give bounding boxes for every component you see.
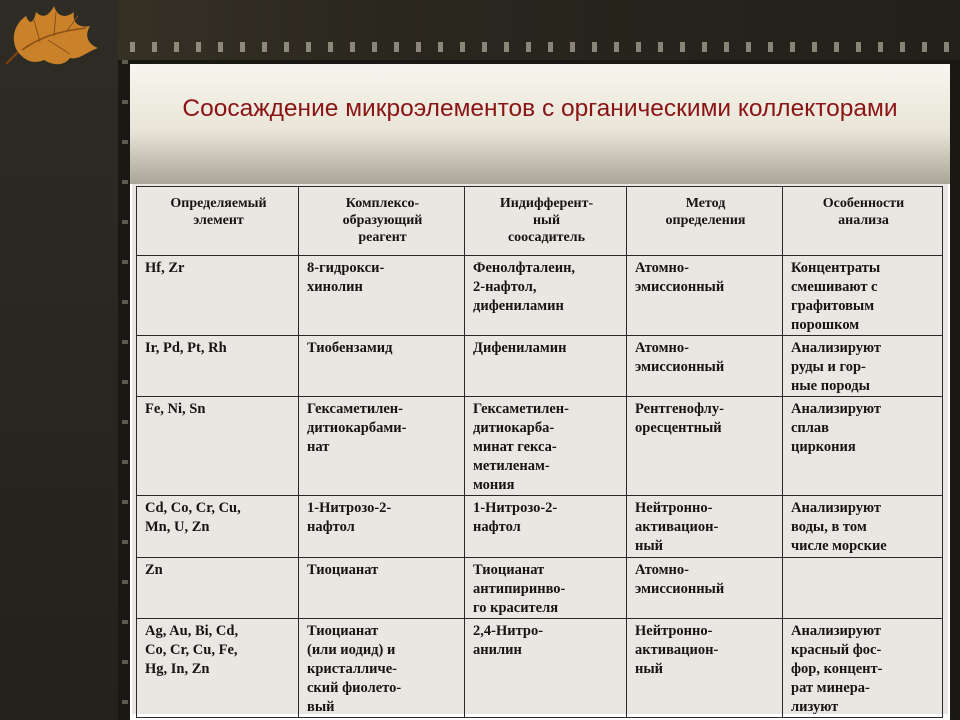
- table-cell: Гексаметилен- дитиокарбами- нат: [299, 397, 465, 496]
- slide-title: Соосаждение микроэлементов с органическими коллекторами: [182, 95, 898, 122]
- table-row: [137, 558, 943, 619]
- background-left-panel: [0, 0, 118, 720]
- table-row: [137, 619, 943, 718]
- title-banner: [130, 64, 950, 184]
- table-row: [137, 336, 943, 397]
- table-cell: Дифениламин: [465, 336, 627, 397]
- table-cell: Нейтронно- активацион- ный: [627, 496, 783, 558]
- table-cell: Анализируют воды, в том числе морские: [783, 496, 943, 558]
- table-cell: 1-Нитрозо-2- нафтол: [465, 496, 627, 558]
- decorative-stitch-vertical: [122, 60, 128, 720]
- table-header-row: [137, 187, 943, 256]
- table-cell: Fe, Ni, Sn: [137, 397, 299, 496]
- table-cell: Фенолфталеин, 2-нафтол, дифениламин: [465, 256, 627, 336]
- table-cell: Ag, Au, Bi, Cd, Co, Cr, Cu, Fe, Hg, In, Zn: [137, 619, 299, 718]
- table-cell: Атомно- эмиссионный: [627, 336, 783, 397]
- table-cell: Тиоцианат (или иодид) и кристалличе- ский фиолето- вый: [299, 619, 465, 718]
- table-row: [137, 496, 943, 558]
- table-cell: Ir, Pd, Pt, Rh: [137, 336, 299, 397]
- table-cell: 2,4-Нитро- анилин: [465, 619, 627, 718]
- column-header-method: Метод определения: [627, 187, 783, 256]
- column-header-element: Определяемый элемент: [137, 187, 299, 256]
- table-cell: Гексаметилен- дитиокарба- минат гекса- метиленам- мония: [465, 397, 627, 496]
- table-cell: Атомно- эмиссионный: [627, 256, 783, 336]
- slide: [130, 64, 950, 720]
- table-cell: 1-Нитрозо-2- нафтол: [299, 496, 465, 558]
- table-cell: [783, 558, 943, 619]
- table-cell: Анализируют красный фос- фор, концент- рат минера- лизуют: [783, 619, 943, 718]
- table-cell: Hf, Zr: [137, 256, 299, 336]
- table-cell: Тиоцианат: [299, 558, 465, 619]
- table-row: [137, 397, 943, 496]
- column-header-reagent: Комплексо- образующий реагент: [299, 187, 465, 256]
- data-table: [136, 186, 943, 718]
- table-cell: Тиобензамид: [299, 336, 465, 397]
- autumn-leaf-decoration: [0, 0, 110, 70]
- table-cell: 8-гидрокси- хинолин: [299, 256, 465, 336]
- table-cell: Анализируют руды и гор- ные породы: [783, 336, 943, 397]
- column-header-coprecipitant: Индифферент- ный соосадитель: [465, 187, 627, 256]
- table-scan: [132, 184, 948, 714]
- table-cell: Zn: [137, 558, 299, 619]
- table-cell: Нейтронно- активацион- ный: [627, 619, 783, 718]
- table-cell: Анализируют сплав циркония: [783, 397, 943, 496]
- table-cell: Рентгенофлу- оресцентный: [627, 397, 783, 496]
- column-header-features: Особенности анализа: [783, 187, 943, 256]
- table-cell: Атомно- эмиссионный: [627, 558, 783, 619]
- table-cell: Концентраты смешивают с графитовым порошком: [783, 256, 943, 336]
- table-row: [137, 256, 943, 336]
- table-cell: Cd, Co, Cr, Cu, Mn, U, Zn: [137, 496, 299, 558]
- decorative-stitch-horizontal: [130, 42, 960, 52]
- table-cell: Тиоцианат антипиринво- го красителя: [465, 558, 627, 619]
